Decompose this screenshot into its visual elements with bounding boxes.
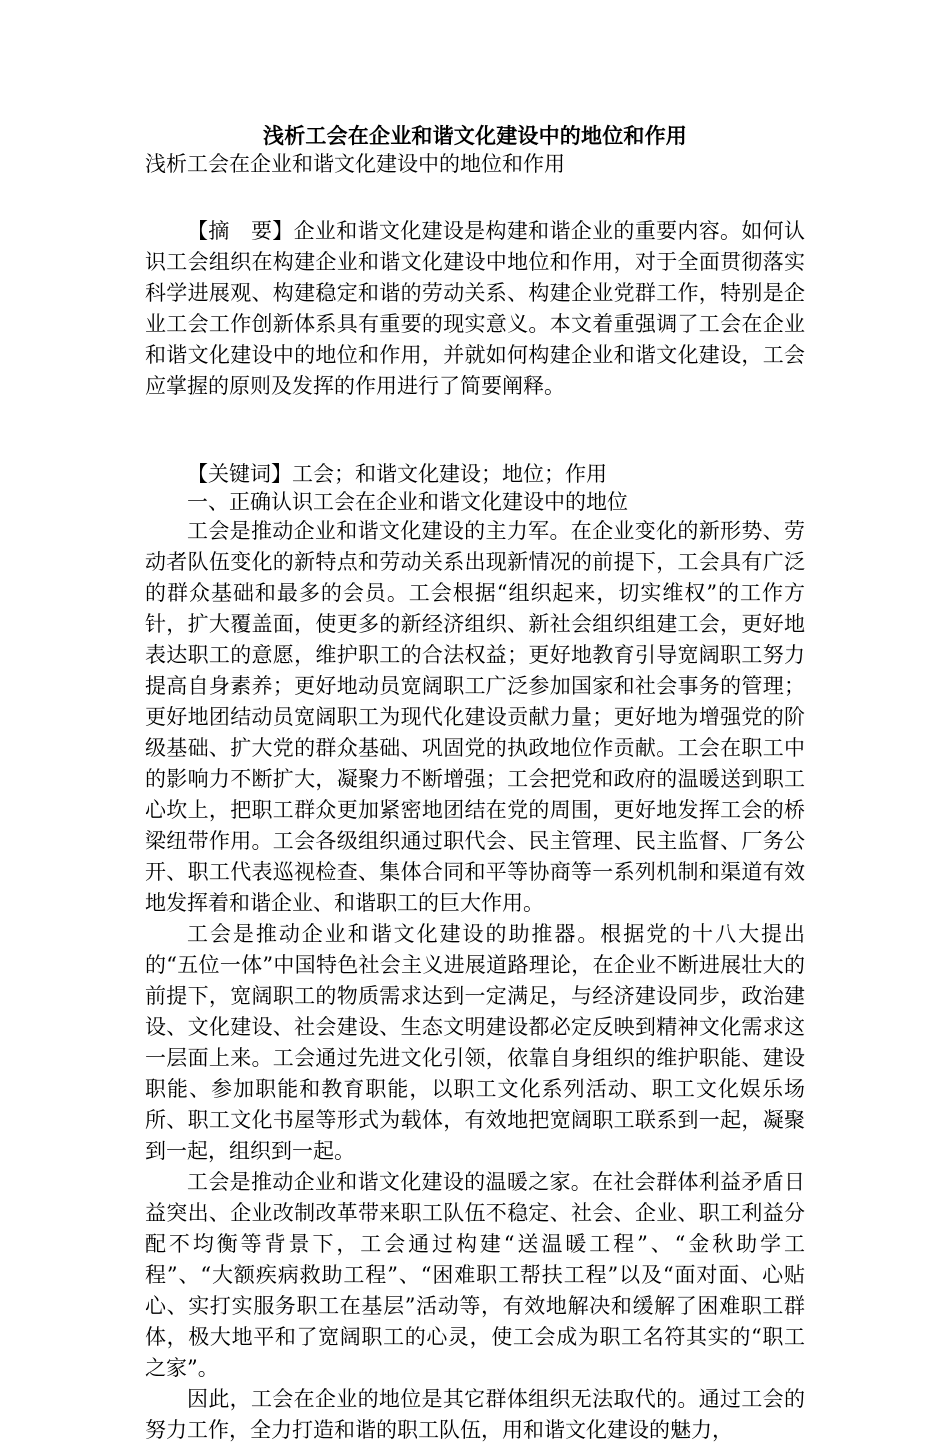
body-paragraph: 工会是推动企业和谐文化建设的助推器。根据党的十八大提出的“五位一体”中国特色社会主义进展道路理论，在企业不断进展壮大的前提下，宽阔职工的物质需求达到一定满足，与经济建设同步，政治建设、文化建设、社会建设、生态文明建设都必定反映到精神文化需求这一层面上来。工会通过先进文化引领，依靠自身组织的维护职能、建设职能、参加职能和教育职能，以职工文化系列活动、职工文化娱乐场所、职工文化书屋等形式为载体，有效地把宽阔职工联系到一起，凝聚到一起，组织到一起。 (145, 922, 805, 1163)
keywords-line: 【关键词】工会；和谐文化建设；地位；作用 (187, 462, 607, 486)
abstract-paragraph: 【摘 要】企业和谐文化建设是构建和谐企业的重要内容。如何认识工会组织在构建企业和谐文化建设中地位和作用，对于全面贯彻落实科学进展观、构建稳定和谐的劳动关系、构建企业党群工作，特别是企业工会工作创新体系具有重要的现实意义。本文着重强调了工会在企业和谐文化建设中的地位和作用，并就如何构建企业和谐文化建设，工会应掌握的原则及发挥的作用进行了简要阐释。 (145, 219, 805, 398)
section-heading: 一、正确认识工会在企业和谐文化建设中的地位 (187, 490, 628, 514)
body-paragraph: 工会是推动企业和谐文化建设的温暖之家。在社会群体利益矛盾日益突出、企业改制改革带来职工队伍不稳定、社会、企业、职工利益分配不均衡等背景下，工会通过构建“送温暖工程”、“金秋助学工程”、“大额疾病救助工程”、“困难职工帮扶工程”以及“面对面、心贴心、实打实服务职工在基层”活动等，有效地解决和缓解了困难职工群体，极大地平和了宽阔职工的心灵，使工会成为职工名符其实的“职工之家”。 (145, 1170, 805, 1380)
document-title: 浅析工会在企业和谐文化建设中的地位和作用 (263, 123, 687, 148)
body-paragraph: 工会是推动企业和谐文化建设的主力军。在企业变化的新形势、劳动者队伍变化的新特点和劳动关系出现新情况的前提下，工会具有广泛的群众基础和最多的会员。工会根据“组织起来，切实维权”的工作方针，扩大覆盖面，使更多的新经济组织、新社会组织组建工会，更好地表达职工的意愿，维护职工的合法权益；更好地教育引导宽阔职工努力提高自身素养；更好地动员宽阔职工广泛参加国家和社会事务的管理；更好地团结动员宽阔职工为现代化建设贡献力量；更好地为增强党的阶级基础、扩大党的群众基础、巩固党的执政地位作贡献。工会在职工中的影响力不断扩大，凝聚力不断增强；工会把党和政府的温暖送到职工心坎上，把职工群众更加紧密地团结在党的周围，更好地发挥工会的桥梁纽带作用。工会各级组织通过职代会、民主管理、民主监督、厂务公开、职工代表巡视检查、集体合同和平等协商等一系列机制和渠道有效地发挥着和谐企业、和谐职工的巨大作用。 (145, 519, 805, 915)
body-paragraph: 因此，工会在企业的地位是其它群体组织无法取代的。通过工会的努力工作，全力打造和谐的职工队伍，用和谐文化建设的魅力， (145, 1387, 805, 1442)
document-page (145, 122, 805, 1446)
document-subtitle: 浅析工会在企业和谐文化建设中的地位和作用 (145, 152, 565, 176)
